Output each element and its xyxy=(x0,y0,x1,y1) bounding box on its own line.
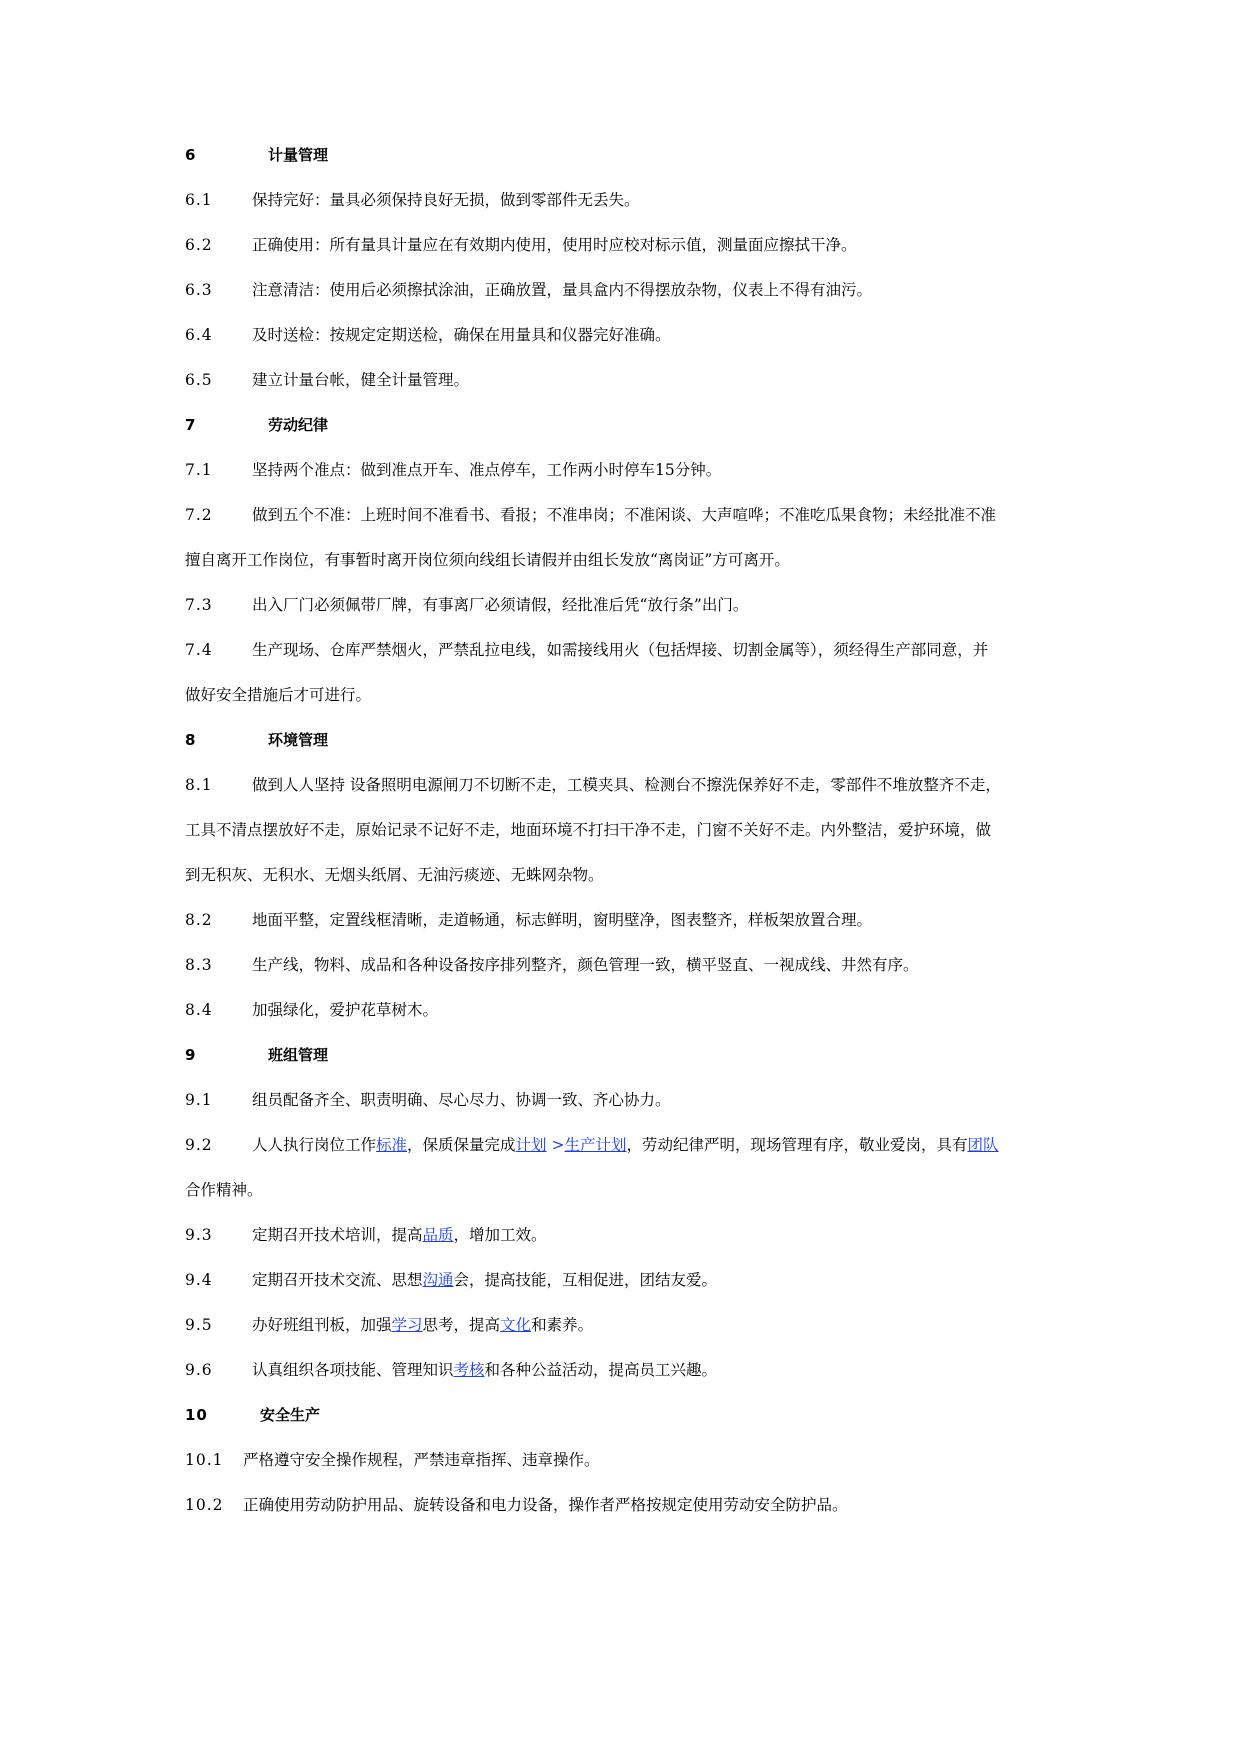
link-separator[interactable]: > xyxy=(546,1136,565,1154)
text-run: ，劳动纪律严明，现场管理有序，敬业爱岗，具有 xyxy=(626,1136,968,1154)
text-run: ，保质保量完成 xyxy=(407,1136,516,1154)
clause-number: 8.1 xyxy=(185,776,213,794)
clause-text xyxy=(252,1357,717,1383)
section-heading-9 xyxy=(185,1042,1055,1068)
clause-number: 8.2 xyxy=(185,911,213,929)
clause-7-1 xyxy=(185,457,1055,483)
section-heading-7 xyxy=(185,412,1055,438)
clause-text: 保持完好：量具必须保持良好无损，做到零部件无丢失。 xyxy=(252,191,640,209)
text-run: 和素养。 xyxy=(531,1316,594,1334)
clause-10-1 xyxy=(185,1447,1055,1473)
section-title: 环境管理 xyxy=(268,731,329,749)
clause-text-continuation: 工具不清点摆放好不走，原始记录不记好不走，地面环境不打扫干净不走，门窗不关好不走。内外整洁，爱护环境，做 xyxy=(185,821,992,839)
text-run: ，增加工效。 xyxy=(453,1226,547,1244)
clause-text: 生产线，物料、成品和各种设备按序排列整齐，颜色管理一致，横平竖直、一视成线、井然有序。 xyxy=(252,956,919,974)
clause-9-4 xyxy=(185,1267,1055,1293)
clause-9-3 xyxy=(185,1222,1055,1248)
clause-8-2 xyxy=(185,907,1055,933)
clause-text: 建立计量台帐，健全计量管理。 xyxy=(252,371,470,389)
text-run: 人人执行岗位工作 xyxy=(252,1136,377,1154)
clause-number: 9.6 xyxy=(185,1361,213,1379)
clause-number: 6.3 xyxy=(185,281,213,299)
link-culture[interactable]: 文化 xyxy=(500,1316,532,1334)
section-number: 10 xyxy=(185,1406,208,1424)
clause-number: 9.5 xyxy=(185,1316,213,1334)
section-heading-6 xyxy=(185,142,1055,168)
section-title: 计量管理 xyxy=(268,146,329,164)
clause-6-4 xyxy=(185,322,1055,348)
clause-number: 9.2 xyxy=(185,1136,213,1154)
clause-7-4 xyxy=(185,637,1055,663)
clause-6-1 xyxy=(185,187,1055,213)
clause-number: 7.2 xyxy=(185,506,213,524)
clause-text: 地面平整，定置线框清晰，走道畅通，标志鲜明，窗明壁净，图表整齐，样板架放置合理。 xyxy=(252,911,873,929)
clause-text-continuation: 擅自离开工作岗位，有事暂时离开岗位须向线组长请假并由组长发放“离岗证”方可离开。 xyxy=(185,551,790,569)
section-heading-8 xyxy=(185,727,1055,753)
text-run: 思考，提高 xyxy=(422,1316,501,1334)
clause-text: 注意清洁：使用后必须擦拭涂油，正确放置，量具盒内不得摆放杂物，仪表上不得有油污。 xyxy=(252,281,873,299)
clause-10-2 xyxy=(185,1492,1055,1518)
clause-8-1-continuation-2 xyxy=(185,862,1055,888)
clause-text: 严格遵守安全操作规程，严禁违章指挥、违章操作。 xyxy=(243,1451,600,1469)
clause-8-3 xyxy=(185,952,1055,978)
clause-text: 坚持两个准点：做到准点开车、准点停车，工作两小时停车15分钟。 xyxy=(252,461,722,479)
clause-8-1 xyxy=(185,772,1055,798)
clause-7-2 xyxy=(185,502,1055,528)
clause-text: 及时送检：按规定定期送检，确保在用量具和仪器完好准确。 xyxy=(252,326,671,344)
section-number: 6 xyxy=(185,146,197,164)
clause-number: 7.4 xyxy=(185,641,213,659)
clause-text xyxy=(252,1267,717,1293)
clause-text-continuation: 做好安全措施后才可进行。 xyxy=(185,686,372,704)
clause-number: 6.1 xyxy=(185,191,213,209)
section-title: 劳动纪律 xyxy=(268,416,329,434)
link-team[interactable]: 团队 xyxy=(967,1136,999,1154)
clause-text: 做到五个不准：上班时间不准看书、看报；不准串岗；不准闲谈、大声喧哗；不准吃瓜果食物；未经批准不准 xyxy=(252,506,997,524)
section-title: 班组管理 xyxy=(268,1046,329,1064)
link-communication[interactable]: 沟通 xyxy=(422,1271,454,1289)
clause-text: 生产现场、仓库严禁烟火，严禁乱拉电线，如需接线用火（包括焊接、切割金属等），须经得生产部同意，并 xyxy=(252,641,989,659)
clause-number: 7.1 xyxy=(185,461,213,479)
clause-9-5 xyxy=(185,1312,1055,1338)
clause-6-5 xyxy=(185,367,1055,393)
section-number: 7 xyxy=(185,416,197,434)
text-run: 办好班组刊板，加强 xyxy=(252,1316,392,1334)
clause-6-3 xyxy=(185,277,1055,303)
clause-6-2 xyxy=(185,232,1055,258)
link-assessment[interactable]: 考核 xyxy=(453,1361,485,1379)
clause-text: 做到人人坚持 设备照明电源闸刀不切断不走，工模夹具、检测台不擦洗保养好不走，零部件不堆放整齐不走， xyxy=(252,776,1001,794)
clause-9-6 xyxy=(185,1357,1055,1383)
clause-text xyxy=(252,1312,593,1338)
clause-number: 10.2 xyxy=(185,1496,224,1514)
clause-number: 7.3 xyxy=(185,596,213,614)
text-run: 认真组织各项技能、管理知识 xyxy=(252,1361,454,1379)
clause-number: 6.2 xyxy=(185,236,213,254)
section-heading-10 xyxy=(185,1402,1055,1428)
text-run: 定期召开技术培训，提高 xyxy=(252,1226,423,1244)
clause-8-1-continuation xyxy=(185,817,1055,843)
clause-number: 9.3 xyxy=(185,1226,213,1244)
section-number: 8 xyxy=(185,731,197,749)
clause-number: 6.4 xyxy=(185,326,213,344)
clause-text xyxy=(252,1132,999,1158)
link-plan[interactable]: 计划 xyxy=(515,1136,547,1154)
clause-7-3 xyxy=(185,592,1055,618)
clause-text xyxy=(252,1222,547,1248)
clause-text: 加强绿化，爱护花草树木。 xyxy=(252,1001,439,1019)
link-standard[interactable]: 标准 xyxy=(376,1136,408,1154)
clause-number: 9.4 xyxy=(185,1271,213,1289)
clause-7-2-continuation xyxy=(185,547,1055,573)
section-title: 安全生产 xyxy=(260,1406,321,1424)
clause-text: 出入厂门必须佩带厂牌，有事离厂必须请假，经批准后凭“放行条”出门。 xyxy=(252,596,749,614)
link-production-plan[interactable]: 生产计划 xyxy=(564,1136,627,1154)
clause-number: 8.4 xyxy=(185,1001,213,1019)
clause-number: 6.5 xyxy=(185,371,213,389)
clause-text: 正确使用：所有量具计量应在有效期内使用，使用时应校对标示值，测量面应擦拭干净。 xyxy=(252,236,857,254)
clause-text: 正确使用劳动防护用品、旋转设备和电力设备，操作者严格按规定使用劳动安全防护品。 xyxy=(243,1496,848,1514)
clause-9-1 xyxy=(185,1087,1055,1113)
clause-text-continuation: 到无积灰、无积水、无烟头纸屑、无油污痰迹、无蛛网杂物。 xyxy=(185,866,604,884)
clause-9-2-continuation xyxy=(185,1177,1055,1203)
clause-7-4-continuation xyxy=(185,682,1055,708)
clause-text-continuation: 合作精神。 xyxy=(185,1181,263,1199)
clause-number: 8.3 xyxy=(185,956,213,974)
clause-text: 组员配备齐全、职责明确、尽心尽力、协调一致、齐心协力。 xyxy=(252,1091,671,1109)
text-run: 定期召开技术交流、思想 xyxy=(252,1271,423,1289)
link-learning[interactable]: 学习 xyxy=(391,1316,423,1334)
clause-number: 9.1 xyxy=(185,1091,213,1109)
clause-9-2 xyxy=(185,1132,1055,1158)
section-number: 9 xyxy=(185,1046,197,1064)
link-quality[interactable]: 品质 xyxy=(422,1226,454,1244)
text-run: 和各种公益活动，提高员工兴趣。 xyxy=(484,1361,718,1379)
text-run: 会，提高技能，互相促进，团结友爱。 xyxy=(453,1271,718,1289)
clause-number: 10.1 xyxy=(185,1451,224,1469)
clause-8-4 xyxy=(185,997,1055,1023)
